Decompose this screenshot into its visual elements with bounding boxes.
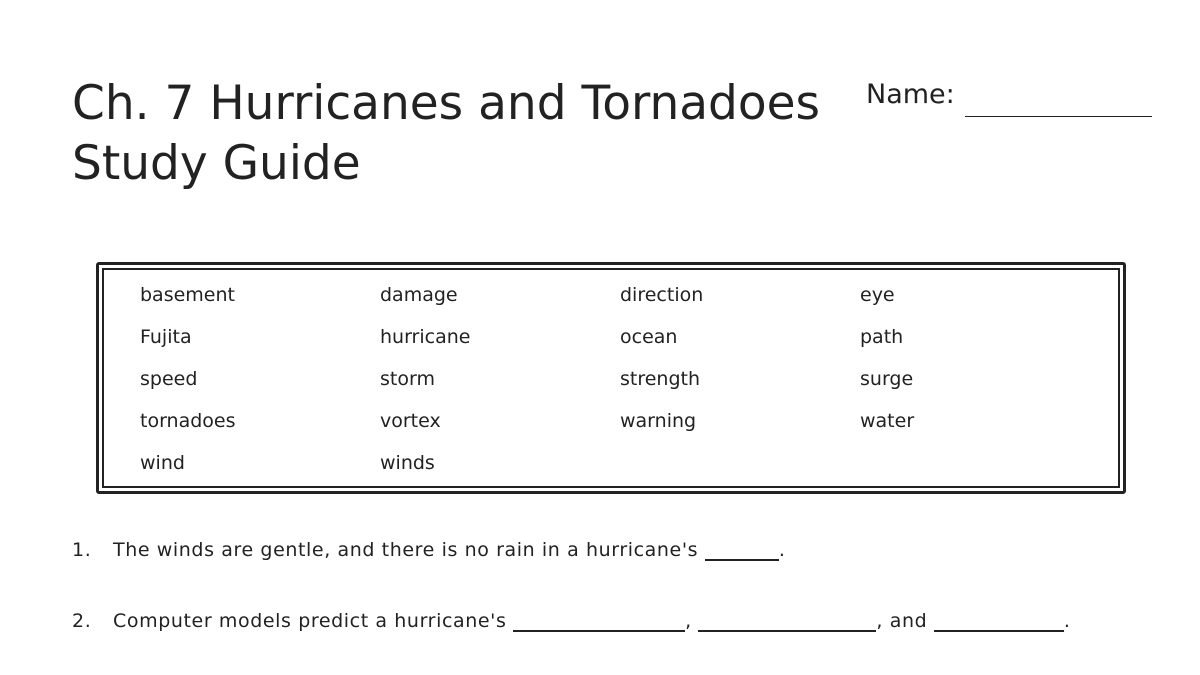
question-text-part: , and [876,610,928,632]
question-text-part: . [1063,610,1071,632]
word-bank-item: storm [380,368,435,390]
answer-blank[interactable] [513,630,685,632]
word-bank-item: surge [860,368,914,390]
word-bank-item: vortex [380,410,441,432]
worksheet-title [72,74,832,194]
word-bank-item: basement [140,284,235,306]
word-bank-item: Fujita [140,326,192,348]
question-text [113,538,785,562]
answer-blank[interactable] [934,630,1064,632]
title-line-2: Study Guide [72,136,361,191]
word-bank-inner-border [102,268,1120,488]
word-bank-item: speed [140,368,198,390]
word-bank-item: hurricane [380,326,471,348]
word-bank-item: wind [140,452,185,474]
question-text-part: , [685,610,692,632]
title-line-1: Ch. 7 Hurricanes and Tornadoes [72,76,821,131]
name-label: Name: [866,79,955,110]
word-bank-item: warning [620,410,697,432]
word-bank-item: winds [380,452,435,474]
name-blank[interactable] [965,116,1152,117]
word-bank-item: tornadoes [140,410,236,432]
word-bank-item: eye [860,284,895,306]
word-bank-item: path [860,326,904,348]
word-bank [96,262,1126,494]
question-number: 1. [72,539,92,561]
word-bank-item: damage [380,284,458,306]
question-text-part: Computer models predict a hurricane's [113,610,507,632]
question-text [113,609,1071,633]
word-bank-item: ocean [620,326,678,348]
answer-blank[interactable] [705,559,779,561]
answer-blank[interactable] [698,630,876,632]
question-text-part: . [778,539,786,561]
word-bank-item: direction [620,284,704,306]
question-number: 2. [72,610,92,632]
word-bank-item: water [860,410,915,432]
question-text-part: The winds are gentle, and there is no rain in a hurricane's [113,539,699,561]
word-bank-item: strength [620,368,701,390]
